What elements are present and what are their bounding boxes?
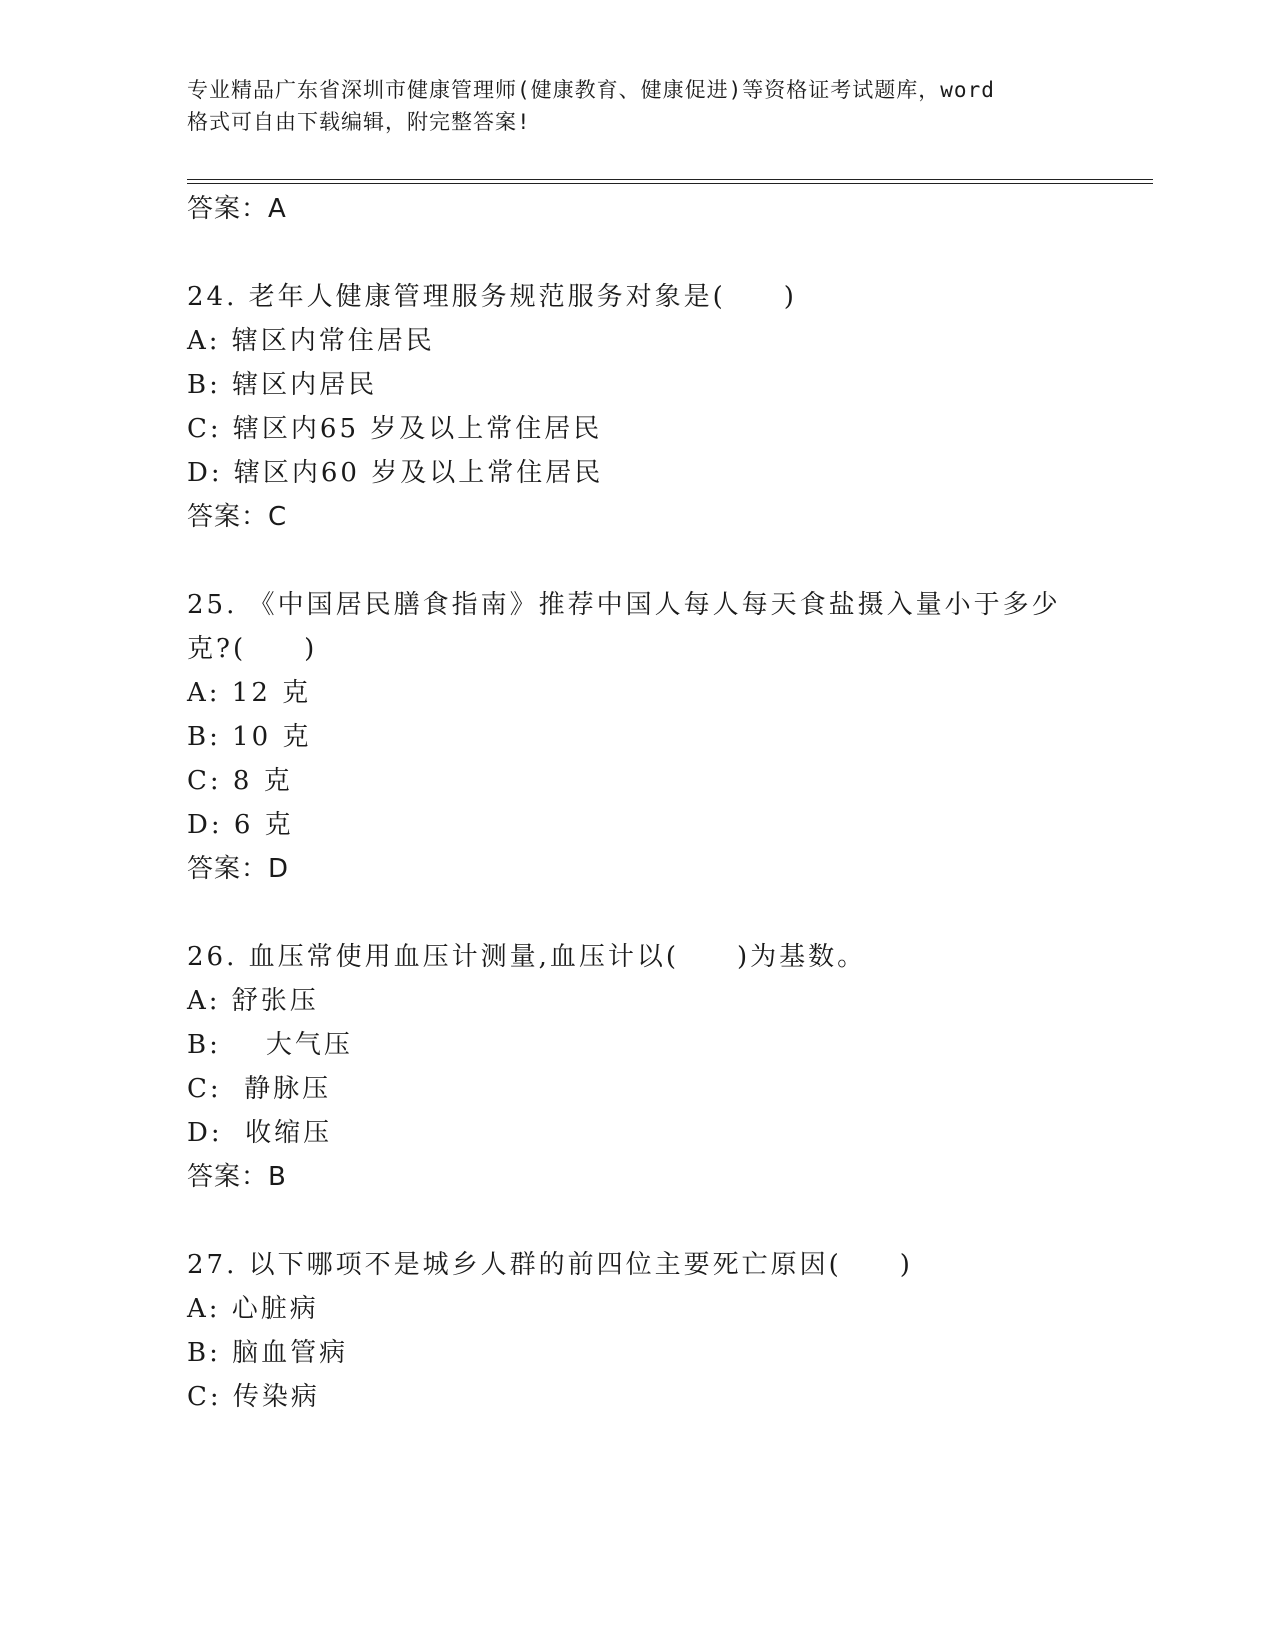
question-26-option-a: A: 舒张压 — [187, 986, 319, 1016]
question-25-stem: 25. 《中国居民膳食指南》推荐中国人每人每天食盐摄入量小于多少 — [187, 590, 1061, 620]
question-24-option-d: D: 辖区内60 岁及以上常住居民 — [187, 458, 604, 488]
question-26-stem: 26. 血压常使用血压计测量,血压计以( )为基数。 — [187, 942, 867, 972]
document-header — [187, 74, 1087, 138]
question-24-option-a: A: 辖区内常住居民 — [187, 326, 435, 356]
question-26-option-d: D: 收缩压 — [187, 1118, 333, 1148]
header-line-2: 格式可自由下载编辑，附完整答案! — [187, 110, 531, 134]
question-26-option-b: B: 大气压 — [187, 1030, 353, 1060]
question-25-answer: 答案：D — [187, 854, 290, 884]
question-24-option-c: C: 辖区内65 岁及以上常住居民 — [187, 414, 603, 444]
question-27-option-b: B: 脑血管病 — [187, 1338, 349, 1368]
question-24-option-b: B: 辖区内居民 — [187, 370, 378, 400]
header-divider-bottom — [187, 183, 1153, 184]
question-25-option-b: B: 10 克 — [187, 722, 312, 752]
header-divider-top — [187, 179, 1153, 180]
question-25-stem-continued: 克?( ) — [187, 634, 318, 664]
question-27-stem: 27. 以下哪项不是城乡人群的前四位主要死亡原因( ) — [187, 1250, 913, 1280]
answer-previous: 答案：A — [187, 194, 287, 224]
question-27-option-c: C: 传染病 — [187, 1382, 320, 1412]
header-line-1: 专业精品广东省深圳市健康管理师(健康教育、健康促进)等资格证考试题库，word — [187, 78, 995, 102]
question-25-option-c: C: 8 克 — [187, 766, 293, 796]
question-24-answer: 答案：C — [187, 502, 288, 532]
question-27-option-a: A: 心脏病 — [187, 1294, 319, 1324]
question-24-stem: 24. 老年人健康管理服务规范服务对象是( ) — [187, 282, 797, 312]
question-26-answer: 答案：B — [187, 1162, 287, 1192]
question-25-option-a: A: 12 克 — [187, 678, 312, 708]
question-25-option-d: D: 6 克 — [187, 810, 294, 840]
question-26-option-c: C: 静脉压 — [187, 1074, 332, 1104]
